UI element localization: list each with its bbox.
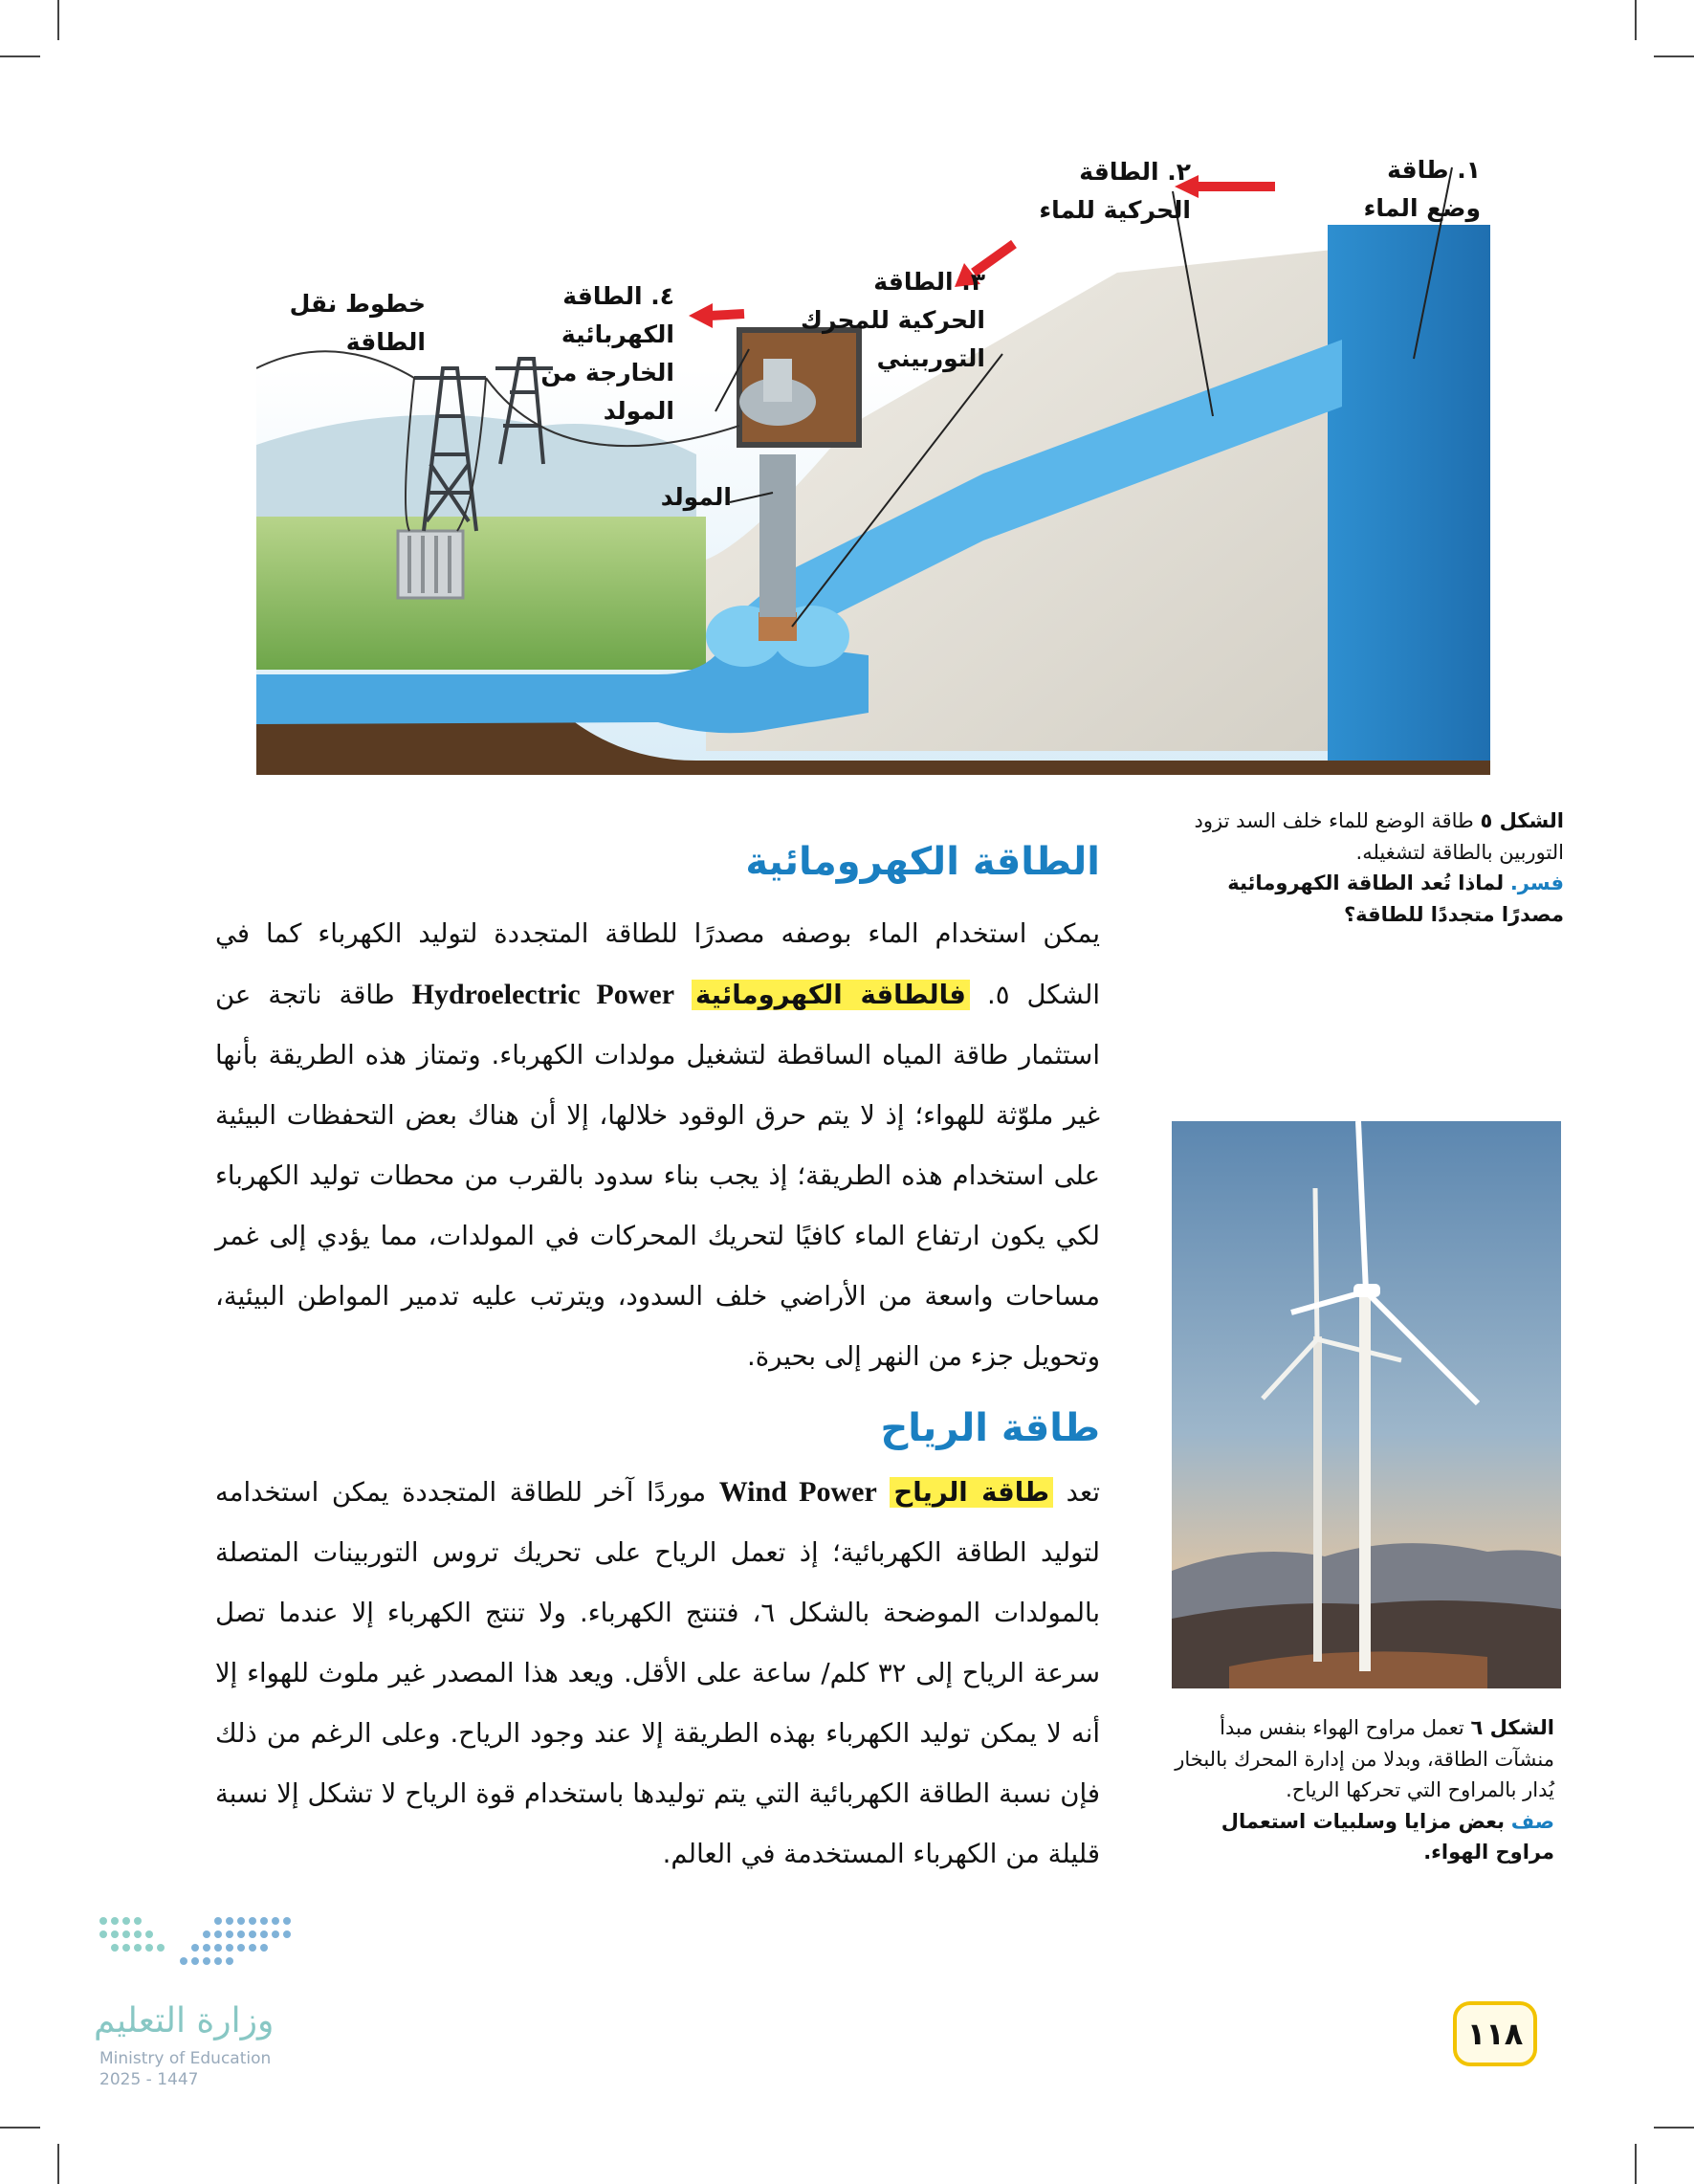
crop-mark — [1654, 55, 1694, 57]
ministry-name-ar: وزارة التعليم — [94, 2001, 275, 2041]
wind-turbines-photo — [1172, 1121, 1561, 1688]
section-heading-hydroelectric: الطاقة الكهرومائية — [745, 840, 1100, 884]
term-hydroelectric-ar: فالطاقة الكهرومائية — [692, 980, 970, 1010]
label-power-lines: خطوط نقل الطاقة — [289, 290, 426, 356]
crop-mark — [1654, 2127, 1694, 2129]
figure6-question: بعض مزايا وسلبيات استعمال مراوح الهواء. — [1221, 1809, 1554, 1864]
term-wind-ar: طاقة الرياح — [890, 1477, 1053, 1508]
crop-mark — [1635, 0, 1637, 40]
figure6-question-key: صف — [1510, 1809, 1554, 1833]
page-number: ١١٨ — [1453, 2001, 1537, 2066]
label-potential-energy: ١. طاقة وضع الماء — [1363, 156, 1481, 222]
section-heading-wind: طاقة الرياح — [880, 1406, 1100, 1450]
wind-paragraph — [215, 1462, 1100, 1885]
label-turbine-kinetic-energy: ٣. الطاقة الحركية للمحرك التوربيني — [801, 268, 985, 372]
ministry-name-en: Ministry of Education — [99, 2049, 272, 2068]
label-generator: المولد — [660, 483, 732, 511]
term-wind-en: Wind Power — [718, 1476, 877, 1508]
figure5-caption-text: طاقة الوضع للماء خلف السد تزود التوربين بالطاقة لتشغيله. — [1194, 809, 1564, 864]
crop-mark — [0, 2127, 40, 2129]
crop-mark — [57, 0, 59, 40]
figure5-caption — [1181, 805, 1564, 930]
hydro-text-intro: يمكن استخدام الماء بوصفه مصدرًا للطاقة المتجددة لتوليد الكهرباء كما في الشكل ٥. — [215, 918, 1101, 1010]
term-hydroelectric-en: Hydroelectric Power — [411, 979, 675, 1010]
wind-text-start: تعد — [1066, 1477, 1100, 1508]
hydro-text-body: طاقة ناتجة عن استثمار طاقة المياه الساقطة لتشغيل مولدات الكهرباء. وتمتاز هذه الطريقة بأنها غير ملوّثة للهواء؛ إذ لا يتم حرق الوقود خلالها، إلا أن هناك بعض التحفظات البيئية على استخدام هذه الطريقة؛ إذ يجب بناء سدود بالقرب من محطات توليد الكهرباء لكي يكون ارتفاع الماء كافيًا لتحريك المحركات في المولدات، مما يؤدي إلى غمر مساحات واسعة من الأراضي خلف السدود، ويترتب عليه تدمير المواطن البيئية، وتحويل جزء من النهر إلى بحيرة. — [215, 980, 1100, 1372]
hydroelectric-dam-illustration — [256, 139, 1490, 775]
label-water-kinetic-energy: ٢. الطاقة الحركية للماء — [1039, 158, 1191, 224]
figure6-caption — [1162, 1712, 1554, 1868]
crop-mark — [1635, 2144, 1637, 2184]
figure5-caption-key: الشكل ٥ — [1480, 809, 1564, 832]
crop-mark — [57, 2144, 59, 2184]
crop-mark — [0, 55, 40, 57]
figure5-question-key: فسر. — [1509, 871, 1564, 895]
label-electrical-output: ٤. الطاقة الكهربائية الخارجة من المولد — [540, 282, 674, 425]
figure5-question: لماذا تُعد الطاقة الكهرومائية مصدرًا متجددًا للطاقة؟ — [1227, 871, 1564, 926]
figure6-caption-key: الشكل ٦ — [1470, 1716, 1554, 1739]
hydroelectric-paragraph — [215, 904, 1100, 1387]
ministry-year: 2025 - 1447 — [99, 2070, 199, 2089]
wind-text-body: موردًا آخر للطاقة المتجددة يمكن استخدامه لتوليد الطاقة الكهربائية؛ إذ تعمل الرياح على تحريك تروس التوربينات المتصلة بالمولدات الموضحة بالشكل ٦، فتنتج الكهرباء. ولا تنتج الكهرباء إلا عندما تصل سرعة الرياح إلى ٣٢ كلم/ ساعة على الأقل. ويعد هذا المصدر غير ملوث للهواء إلا أنه لا يمكن توليد الكهرباء بهذه الطريقة إلا عند وجود الرياح. وعلى الرغم من ذلك فإن نسبة الطاقة الكهربائية التي يتم توليدها باستخدام قوة الرياح لا تشكل إلا نسبة قليلة من الكهرباء المستخدمة في العالم. — [215, 1477, 1101, 1869]
figure6-caption-text: تعمل مراوح الهواء بنفس مبدأ منشآت الطاقة، وبدلا من إدارة المحرك بالبخار يُدار بالمراوح التي تحركها الرياح. — [1175, 1716, 1554, 1802]
